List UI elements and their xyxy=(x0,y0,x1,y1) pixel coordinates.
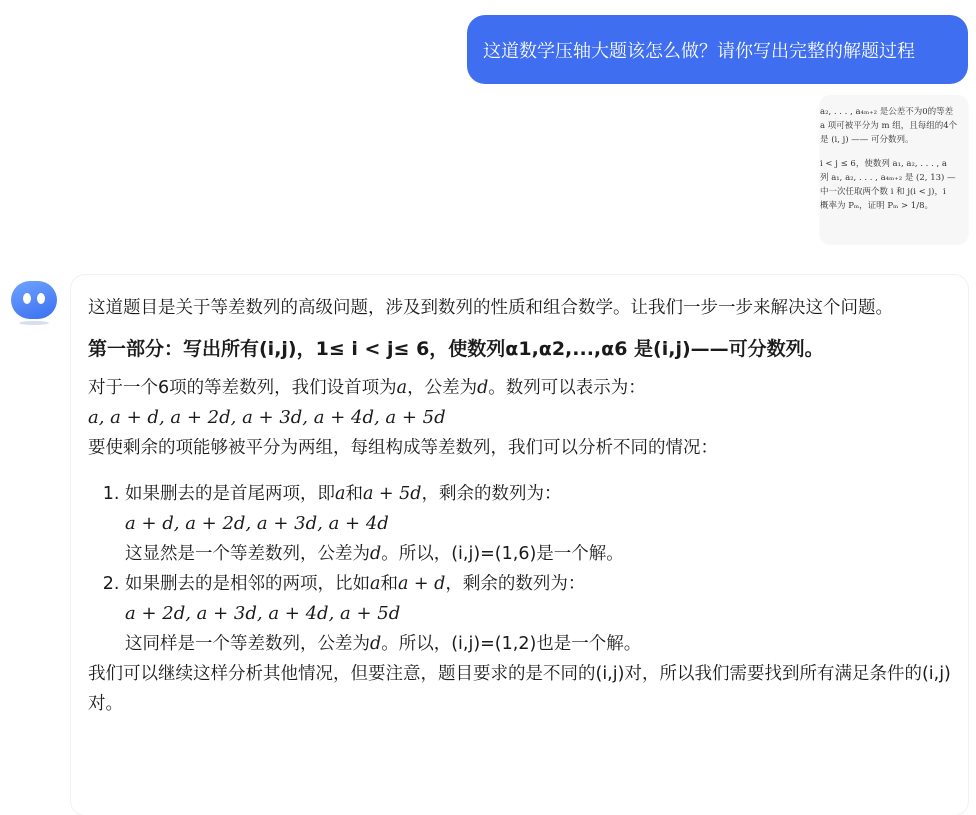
list-item-conclusion xyxy=(125,539,958,569)
text-span: 这显然是一个等差数列，公差为 xyxy=(125,544,370,564)
math-expression: a + 5d xyxy=(362,484,422,504)
avatar-head-icon xyxy=(11,281,57,319)
thumbnail-line: a 项可被平分为 m 组，且每组的4个 xyxy=(820,121,958,131)
text-span: 这同样是一个等差数列，公差为 xyxy=(125,634,370,654)
math-variable: d xyxy=(477,378,489,398)
thumbnail-content xyxy=(820,105,957,213)
avatar-shadow xyxy=(19,321,49,325)
math-expression: a + d xyxy=(397,574,446,594)
text-span: ，剩余的数列为： xyxy=(421,484,562,504)
text-span: 对于一个6项的等差数列，我们设首项为 xyxy=(88,378,397,398)
list-item-conclusion xyxy=(125,629,958,659)
math-sequence: a, a + d, a + 2d, a + 3d, a + 4d, a + 5d xyxy=(88,407,446,428)
user-message-bubble xyxy=(467,15,968,84)
thumbnail-line: 列 a₁, a₂, . . . , a₄ₘ₊₂ 是 (2, 13) — xyxy=(820,173,956,183)
math-variable: d xyxy=(370,634,382,654)
thumbnail-line: i < j ≤ 6，使数列 a₁, a₂, . . . , a xyxy=(820,159,947,169)
assistant-message-card xyxy=(71,275,968,815)
text-span: 如果删去的是首尾两项，即 xyxy=(125,484,335,504)
text-span: 。数列可以表示为： xyxy=(488,378,646,398)
math-variable: a xyxy=(370,574,381,594)
math-variable: a xyxy=(396,378,408,398)
text-span: 。所以，(i,j)=(1,6)是一个解。 xyxy=(381,544,624,564)
thumbnail-line: 中一次任取两个数 i 和 j(i < j)，i xyxy=(820,187,946,197)
list-item xyxy=(125,479,958,569)
list-item xyxy=(125,569,958,659)
avatar-eye-icon xyxy=(23,293,31,304)
text-span: ，剩余的数列为： xyxy=(445,574,586,594)
assistant-message-content xyxy=(88,293,958,719)
math-variable: a xyxy=(335,484,346,504)
answer-paragraph xyxy=(88,373,958,403)
text-span: 和 xyxy=(345,484,363,504)
user-message-text: 这道数学压轴大题该怎么做？请你写出完整的解题过程 xyxy=(483,40,915,62)
answer-paragraph: 要使剩余的项能够被平分为两组，每组构成等差数列，我们可以分析不同的情况： xyxy=(88,438,718,458)
text-span: 如果删去的是相邻的两项，比如 xyxy=(125,574,370,594)
section-heading: 第一部分：写出所有(i,j)，1≤ i < j≤ 6，使数列α1,α2,...,α6 是(i,j)——可分数列。 xyxy=(88,338,824,360)
answer-intro: 这道题目是关于等差数列的高级问题，涉及到数列的性质和组合数学。让我们一步一步来解决这个问题。 xyxy=(88,298,893,318)
thumbnail-line: 概率为 Pₘ，证明 Pₘ > 1/8。 xyxy=(820,201,933,211)
case-list xyxy=(88,479,958,659)
thumbnail-line: a₂, . . . , a₄ₘ₊₂ 是公差不为0的等差 xyxy=(820,107,954,117)
text-span: 。所以，(i,j)=(1,2)也是一个解。 xyxy=(381,634,642,654)
attached-image-thumbnail[interactable] xyxy=(820,95,968,243)
math-variable: d xyxy=(370,544,382,564)
text-span: 和 xyxy=(380,574,398,594)
assistant-avatar xyxy=(11,281,57,327)
math-sequence: a + d, a + 2d, a + 3d, a + 4d xyxy=(125,513,389,534)
thumbnail-line: 是 (i, j) —— 可分数列。 xyxy=(820,135,914,145)
text-span: ，公差为 xyxy=(407,378,478,398)
answer-paragraph: 我们可以继续这样分析其他情况，但要注意，题目要求的是不同的(i,j)对，所以我们需要找到所有满足条件的(i,j)对。 xyxy=(88,664,951,714)
math-sequence: a + 2d, a + 3d, a + 4d, a + 5d xyxy=(125,603,401,624)
avatar-eye-icon xyxy=(37,293,45,304)
